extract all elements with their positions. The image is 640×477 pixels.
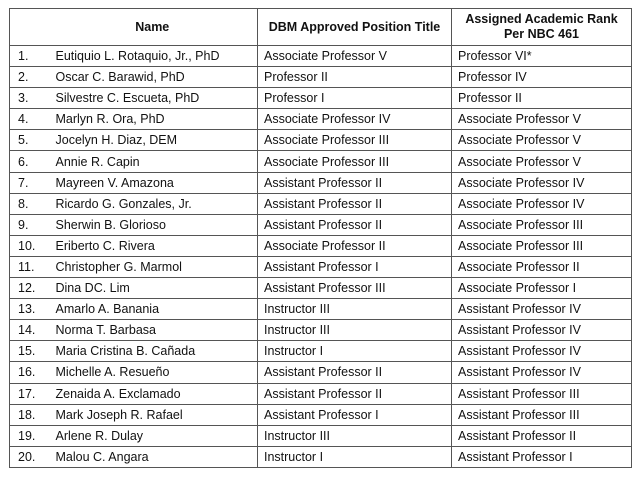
row-rank: Assistant Professor IV xyxy=(452,341,632,362)
row-name: Mark Joseph R. Rafael xyxy=(48,404,258,425)
row-number: 9. xyxy=(10,214,48,235)
table-row xyxy=(10,256,632,277)
row-rank: Professor IV xyxy=(452,67,632,88)
row-position: Instructor I xyxy=(258,446,452,467)
row-number: 16. xyxy=(10,362,48,383)
table-row xyxy=(10,341,632,362)
header-number xyxy=(10,9,48,46)
row-rank: Assistant Professor II xyxy=(452,425,632,446)
row-position: Associate Professor V xyxy=(258,46,452,67)
row-name: Silvestre C. Escueta, PhD xyxy=(48,88,258,109)
row-rank: Associate Professor IV xyxy=(452,172,632,193)
table-row xyxy=(10,425,632,446)
header-name: Name xyxy=(48,9,258,46)
row-position: Assistant Professor II xyxy=(258,362,452,383)
header-position: DBM Approved Position Title xyxy=(258,9,452,46)
row-name: Oscar C. Barawid, PhD xyxy=(48,67,258,88)
table-row xyxy=(10,320,632,341)
row-number: 2. xyxy=(10,67,48,88)
row-position: Instructor III xyxy=(258,425,452,446)
header-row xyxy=(10,9,632,46)
row-position: Professor I xyxy=(258,88,452,109)
row-name: Malou C. Angara xyxy=(48,446,258,467)
row-position: Associate Professor II xyxy=(258,235,452,256)
row-position: Associate Professor III xyxy=(258,130,452,151)
table-row xyxy=(10,214,632,235)
table-row xyxy=(10,130,632,151)
row-name: Zenaida A. Exclamado xyxy=(48,383,258,404)
table-row xyxy=(10,446,632,467)
row-rank: Associate Professor III xyxy=(452,235,632,256)
row-rank: Associate Professor V xyxy=(452,130,632,151)
table-row xyxy=(10,151,632,172)
row-rank: Associate Professor II xyxy=(452,256,632,277)
row-rank: Professor VI* xyxy=(452,46,632,67)
row-position: Instructor III xyxy=(258,299,452,320)
row-number: 5. xyxy=(10,130,48,151)
row-position: Assistant Professor II xyxy=(258,172,452,193)
row-number: 3. xyxy=(10,88,48,109)
table-row xyxy=(10,193,632,214)
table-row xyxy=(10,299,632,320)
row-rank: Assistant Professor IV xyxy=(452,299,632,320)
row-position: Assistant Professor II xyxy=(258,193,452,214)
row-rank: Professor II xyxy=(452,88,632,109)
row-position: Professor II xyxy=(258,67,452,88)
row-number: 19. xyxy=(10,425,48,446)
row-number: 4. xyxy=(10,109,48,130)
table-row xyxy=(10,362,632,383)
row-number: 6. xyxy=(10,151,48,172)
row-name: Norma T. Barbasa xyxy=(48,320,258,341)
row-number: 14. xyxy=(10,320,48,341)
header-rank: Assigned Academic Rank Per NBC 461 xyxy=(452,9,632,46)
row-name: Christopher G. Marmol xyxy=(48,256,258,277)
row-rank: Associate Professor III xyxy=(452,214,632,235)
row-position: Assistant Professor III xyxy=(258,278,452,299)
row-number: 10. xyxy=(10,235,48,256)
table-row xyxy=(10,67,632,88)
table-row xyxy=(10,404,632,425)
row-name: Eriberto C. Rivera xyxy=(48,235,258,256)
table-row xyxy=(10,172,632,193)
row-name: Jocelyn H. Diaz, DEM xyxy=(48,130,258,151)
row-rank: Assistant Professor IV xyxy=(452,320,632,341)
table-row xyxy=(10,383,632,404)
row-rank: Assistant Professor III xyxy=(452,383,632,404)
row-name: Arlene R. Dulay xyxy=(48,425,258,446)
row-position: Instructor I xyxy=(258,341,452,362)
row-rank: Associate Professor V xyxy=(452,109,632,130)
row-position: Instructor III xyxy=(258,320,452,341)
row-number: 17. xyxy=(10,383,48,404)
faculty-rank-table xyxy=(9,8,632,468)
row-number: 12. xyxy=(10,278,48,299)
row-rank: Assistant Professor III xyxy=(452,404,632,425)
row-name: Dina DC. Lim xyxy=(48,278,258,299)
row-name: Mayreen V. Amazona xyxy=(48,172,258,193)
row-number: 1. xyxy=(10,46,48,67)
table-row xyxy=(10,46,632,67)
row-rank: Assistant Professor IV xyxy=(452,362,632,383)
row-name: Amarlo A. Banania xyxy=(48,299,258,320)
row-position: Assistant Professor I xyxy=(258,404,452,425)
table-row xyxy=(10,109,632,130)
row-position: Assistant Professor I xyxy=(258,256,452,277)
table-body xyxy=(10,46,632,468)
row-rank: Assistant Professor I xyxy=(452,446,632,467)
row-number: 20. xyxy=(10,446,48,467)
row-name: Ricardo G. Gonzales, Jr. xyxy=(48,193,258,214)
row-name: Sherwin B. Glorioso xyxy=(48,214,258,235)
row-position: Associate Professor III xyxy=(258,151,452,172)
row-number: 15. xyxy=(10,341,48,362)
row-name: Maria Cristina B. Cañada xyxy=(48,341,258,362)
row-position: Associate Professor IV xyxy=(258,109,452,130)
row-number: 8. xyxy=(10,193,48,214)
table-row xyxy=(10,235,632,256)
table-row xyxy=(10,278,632,299)
table-header xyxy=(10,9,632,46)
row-name: Eutiquio L. Rotaquio, Jr., PhD xyxy=(48,46,258,67)
row-number: 13. xyxy=(10,299,48,320)
row-rank: Associate Professor IV xyxy=(452,193,632,214)
row-name: Michelle A. Resueño xyxy=(48,362,258,383)
row-rank: Associate Professor V xyxy=(452,151,632,172)
row-number: 11. xyxy=(10,256,48,277)
row-number: 18. xyxy=(10,404,48,425)
row-name: Annie R. Capin xyxy=(48,151,258,172)
row-number: 7. xyxy=(10,172,48,193)
row-position: Assistant Professor II xyxy=(258,383,452,404)
row-name: Marlyn R. Ora, PhD xyxy=(48,109,258,130)
table-row xyxy=(10,88,632,109)
row-position: Assistant Professor II xyxy=(258,214,452,235)
row-rank: Associate Professor I xyxy=(452,278,632,299)
